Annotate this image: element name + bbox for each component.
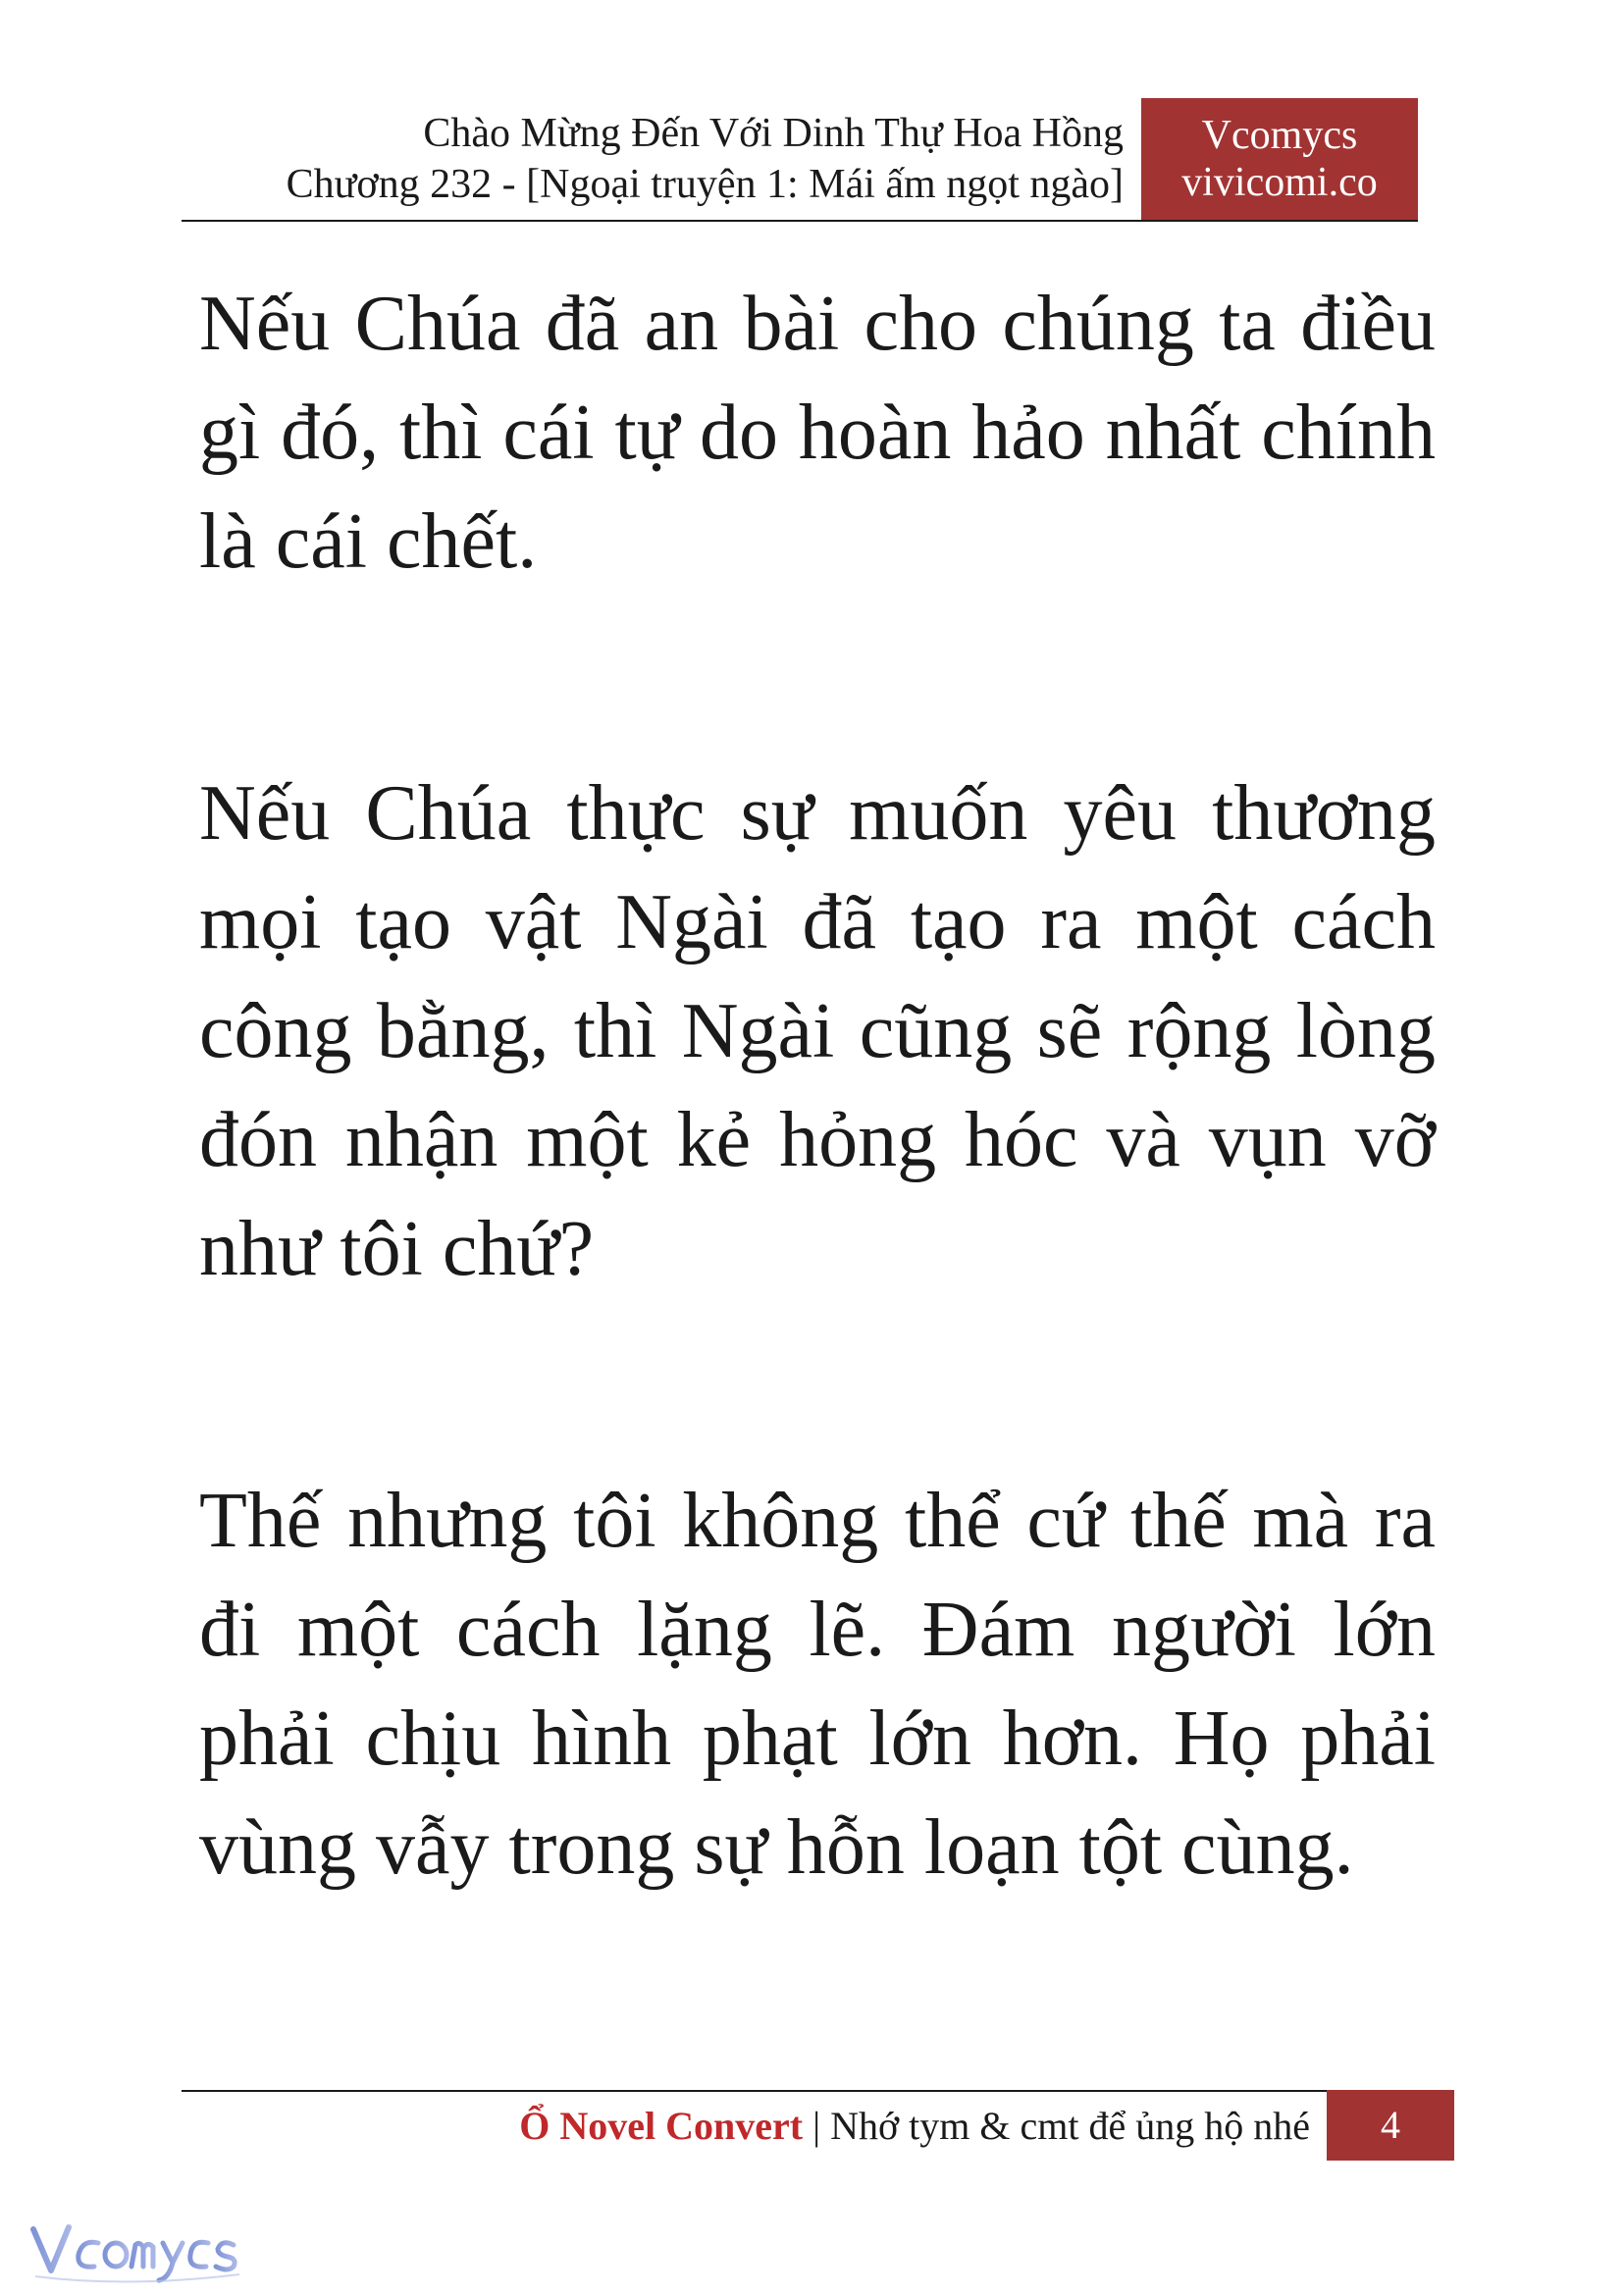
page-number: 4 xyxy=(1327,2090,1454,2161)
book-title: Chào Mừng Đến Với Dinh Thự Hoa Hồng xyxy=(423,111,1124,156)
paragraph: Nếu Chúa thực sự muốn yêu thương mọi tạo vật Ngài đã tạo ra một cách công bằng, thì Ngài cũng sẽ rộng lòng đón nhận một kẻ hỏng hóc và vụn vỡ như tôi chứ? xyxy=(199,770,1436,1292)
chapter-title: Chương 232 - [Ngoại truyện 1: Mái ấm ngọt ngào] xyxy=(286,162,1124,207)
vcomycs-logo-icon xyxy=(29,2219,245,2288)
header-divider xyxy=(182,220,1418,222)
footer-caption xyxy=(519,2102,1310,2151)
brand-site: vivicomi.co xyxy=(1181,160,1378,205)
brand-badge xyxy=(1141,98,1418,222)
paragraph: Nếu Chúa đã an bài cho chúng ta điều gì đó, thì cái tự do hoàn hảo nhất chính là cái chết. xyxy=(199,281,1436,585)
brand-name: Vcomycs xyxy=(1201,113,1358,158)
page-footer xyxy=(182,2090,1454,2161)
chapter-body xyxy=(199,270,1436,1903)
header-titles xyxy=(287,108,1124,210)
page-header xyxy=(182,98,1418,220)
footer-brand: Ổ Novel Convert xyxy=(519,2104,804,2148)
footer-message: Nhớ tym & cmt để ủng hộ nhé xyxy=(830,2104,1310,2148)
footer-divider xyxy=(182,2090,1454,2092)
paragraph: Thế nhưng tôi không thể cứ thế mà ra đi một cách lặng lẽ. Đám người lớn phải chịu hình phạt lớn hơn. Họ phải vùng vẫy trong sự hỗn loạn tột cùng. xyxy=(199,1478,1436,1891)
footer-separator: | xyxy=(803,2104,831,2148)
